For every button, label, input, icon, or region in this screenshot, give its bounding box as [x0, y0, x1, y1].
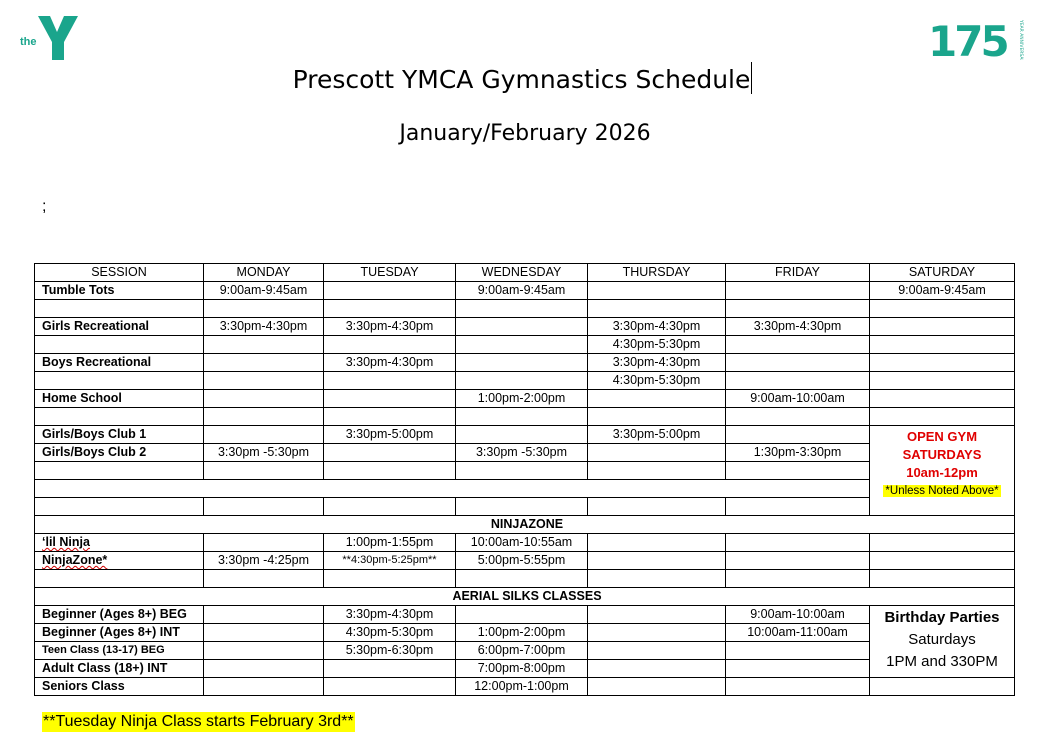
ymca-y-logo-icon — [20, 14, 82, 62]
schedule-cell — [456, 426, 588, 444]
table-row-empty — [35, 570, 1015, 588]
schedule-cell: 4:30pm-5:30pm — [588, 336, 726, 354]
schedule-cell: 9:00am-10:00am — [726, 606, 870, 624]
schedule-cell: 7:00pm-8:00pm — [456, 660, 588, 678]
schedule-cell: 12:00pm-1:00pm — [456, 678, 588, 696]
table-row — [35, 534, 1015, 552]
schedule-cell: 5:30pm-6:30pm — [324, 642, 456, 660]
schedule-cell — [204, 336, 324, 354]
session-name: Girls/Boys Club 2 — [35, 444, 204, 462]
table-row — [35, 642, 1015, 660]
header-thursday: THURSDAY — [588, 264, 726, 282]
session-name: Beginner (Ages 8+) INT — [35, 624, 204, 642]
schedule-cell — [204, 678, 324, 696]
open-gym-box — [870, 426, 1015, 516]
table-row — [35, 372, 1015, 390]
page-subtitle: January/February 2026 — [399, 121, 651, 146]
schedule-cell: 3:30pm-5:00pm — [324, 426, 456, 444]
schedule-cell: 3:30pm-4:30pm — [588, 354, 726, 372]
schedule-cell — [588, 390, 726, 408]
birthday-title: Birthday Parties — [884, 609, 1000, 626]
footnote: **Tuesday Ninja Class starts February 3rd** — [43, 713, 354, 730]
schedule-cell: 4:30pm-5:30pm — [324, 624, 456, 642]
header-saturday: SATURDAY — [870, 264, 1015, 282]
schedule-cell — [588, 444, 726, 462]
anniversary-number: 175 — [928, 18, 1007, 60]
schedule-cell — [204, 372, 324, 390]
schedule-cell: 3:30pm-4:30pm — [588, 318, 726, 336]
schedule-cell: 3:30pm-4:30pm — [726, 318, 870, 336]
schedule-cell: 10:00am-10:55am — [456, 534, 588, 552]
table-row — [35, 606, 1015, 624]
schedule-cell: 1:00pm-2:00pm — [456, 624, 588, 642]
table-header-row — [35, 264, 1015, 282]
table-row-empty — [35, 498, 1015, 516]
schedule-cell: 3:30pm -5:30pm — [456, 444, 588, 462]
schedule-cell — [204, 390, 324, 408]
session-name: Teen Class (13-17) BEG — [35, 642, 204, 660]
table-row — [35, 444, 1015, 462]
schedule-cell — [726, 552, 870, 570]
session-name: Seniors Class — [35, 678, 204, 696]
table-row — [35, 318, 1015, 336]
schedule-cell: 1:30pm-3:30pm — [726, 444, 870, 462]
table-row — [35, 354, 1015, 372]
anniversary-175-icon — [928, 18, 1024, 60]
schedule-cell: 3:30pm -4:25pm — [204, 552, 324, 570]
schedule-cell: 4:30pm-5:30pm — [588, 372, 726, 390]
schedule-cell: 1:00pm-1:55pm — [324, 534, 456, 552]
schedule-cell — [588, 678, 726, 696]
schedule-cell — [870, 552, 1015, 570]
schedule-cell: 9:00am-10:00am — [726, 390, 870, 408]
open-gym-days: SATURDAYS — [902, 447, 982, 462]
schedule-cell: 3:30pm-4:30pm — [324, 354, 456, 372]
ymca-logo-the-text: the — [20, 36, 37, 48]
schedule-cell — [726, 354, 870, 372]
session-name — [35, 372, 204, 390]
schedule-cell — [204, 354, 324, 372]
session-name — [35, 552, 204, 570]
session-name — [35, 336, 204, 354]
schedule-cell — [588, 624, 726, 642]
schedule-cell — [204, 660, 324, 678]
header-tuesday: TUESDAY — [324, 264, 456, 282]
open-gym-title: OPEN GYM — [906, 429, 978, 444]
page-title-text: Prescott YMCA Gymnastics Schedule — [292, 65, 751, 94]
table-row — [35, 426, 1015, 444]
section-title-aerial: AERIAL SILKS CLASSES — [35, 588, 1015, 606]
schedule-cell — [324, 678, 456, 696]
schedule-cell: 1:00pm-2:00pm — [456, 390, 588, 408]
schedule-cell: 3:30pm-4:30pm — [324, 606, 456, 624]
open-gym-hours: 10am-12pm — [906, 465, 978, 480]
schedule-cell — [726, 426, 870, 444]
schedule-cell — [870, 336, 1015, 354]
session-name: Girls/Boys Club 1 — [35, 426, 204, 444]
table-row-empty — [35, 300, 1015, 318]
schedule-cell — [324, 282, 456, 300]
session-name-text: NinjaZone* — [42, 553, 108, 567]
birthday-days: Saturdays — [908, 631, 976, 648]
schedule-cell — [456, 354, 588, 372]
schedule-cell — [324, 390, 456, 408]
schedule-cell — [204, 642, 324, 660]
schedule-cell: 5:00pm-5:55pm — [456, 552, 588, 570]
header-friday: FRIDAY — [726, 264, 870, 282]
schedule-cell — [204, 606, 324, 624]
session-name: Tumble Tots — [35, 282, 204, 300]
schedule-cell — [726, 678, 870, 696]
table-row — [35, 660, 1015, 678]
stray-semicolon: ; — [42, 198, 47, 215]
table-row — [35, 336, 1015, 354]
schedule-cell — [588, 606, 726, 624]
schedule-cell — [870, 390, 1015, 408]
schedule-cell — [870, 354, 1015, 372]
section-row-aerial — [35, 588, 1015, 606]
session-name — [35, 534, 204, 552]
session-name: Home School — [35, 390, 204, 408]
table-row — [35, 390, 1015, 408]
schedule-cell — [870, 372, 1015, 390]
table-row — [35, 552, 1015, 570]
schedule-cell — [588, 552, 726, 570]
session-name-text: ‘lil Ninja — [42, 535, 90, 549]
schedule-cell — [204, 426, 324, 444]
schedule-cell — [204, 534, 324, 552]
header-wednesday: WEDNESDAY — [456, 264, 588, 282]
session-name: Boys Recreational — [35, 354, 204, 372]
header-monday: MONDAY — [204, 264, 324, 282]
table-row-empty — [35, 480, 1015, 498]
schedule-cell — [726, 372, 870, 390]
schedule-cell — [726, 282, 870, 300]
schedule-cell — [456, 606, 588, 624]
schedule-cell — [726, 336, 870, 354]
table-row-empty — [35, 462, 1015, 480]
session-name: Girls Recreational — [35, 318, 204, 336]
header-session: SESSION — [35, 264, 204, 282]
schedule-cell: 9:00am-9:45am — [870, 282, 1015, 300]
schedule-cell — [588, 642, 726, 660]
schedule-cell — [726, 642, 870, 660]
schedule-cell — [324, 336, 456, 354]
session-name: Adult Class (18+) INT — [35, 660, 204, 678]
table-row — [35, 678, 1015, 696]
schedule-cell: 3:30pm-5:00pm — [588, 426, 726, 444]
schedule-cell — [324, 444, 456, 462]
anniversary-small-text: YEAR ANNIVERSARY — [1018, 20, 1023, 60]
open-gym-note: *Unless Noted Above* — [885, 485, 999, 497]
birthday-times: 1PM and 330PM — [886, 653, 998, 670]
page-title — [0, 62, 1045, 94]
table-row-empty — [35, 408, 1015, 426]
schedule-cell — [324, 372, 456, 390]
schedule-cell: 9:00am-9:45am — [456, 282, 588, 300]
birthday-box — [870, 606, 1015, 678]
section-row-ninjazone — [35, 516, 1015, 534]
schedule-cell — [588, 660, 726, 678]
schedule-cell: 9:00am-9:45am — [204, 282, 324, 300]
schedule-cell — [456, 318, 588, 336]
schedule-cell: 3:30pm -5:30pm — [204, 444, 324, 462]
schedule-cell: 6:00pm-7:00pm — [456, 642, 588, 660]
schedule-cell — [726, 660, 870, 678]
text-cursor — [751, 62, 752, 94]
schedule-cell — [324, 660, 456, 678]
schedule-cell: 3:30pm-4:30pm — [324, 318, 456, 336]
schedule-cell — [870, 534, 1015, 552]
schedule-cell — [588, 282, 726, 300]
schedule-cell — [870, 318, 1015, 336]
schedule-table — [34, 263, 1015, 696]
schedule-cell: 10:00am-11:00am — [726, 624, 870, 642]
schedule-cell — [456, 372, 588, 390]
schedule-cell — [456, 336, 588, 354]
schedule-cell: 3:30pm-4:30pm — [204, 318, 324, 336]
schedule-cell — [588, 534, 726, 552]
schedule-cell — [870, 678, 1015, 696]
session-name: Beginner (Ages 8+) BEG — [35, 606, 204, 624]
schedule-cell — [204, 624, 324, 642]
anniversary-logo — [928, 18, 1024, 60]
schedule-cell: **4:30pm-5:25pm** — [324, 552, 456, 570]
table-row — [35, 282, 1015, 300]
ymca-logo — [20, 14, 82, 62]
section-title-ninjazone: NINJAZONE — [35, 516, 1015, 534]
table-row — [35, 624, 1015, 642]
schedule-cell — [726, 534, 870, 552]
